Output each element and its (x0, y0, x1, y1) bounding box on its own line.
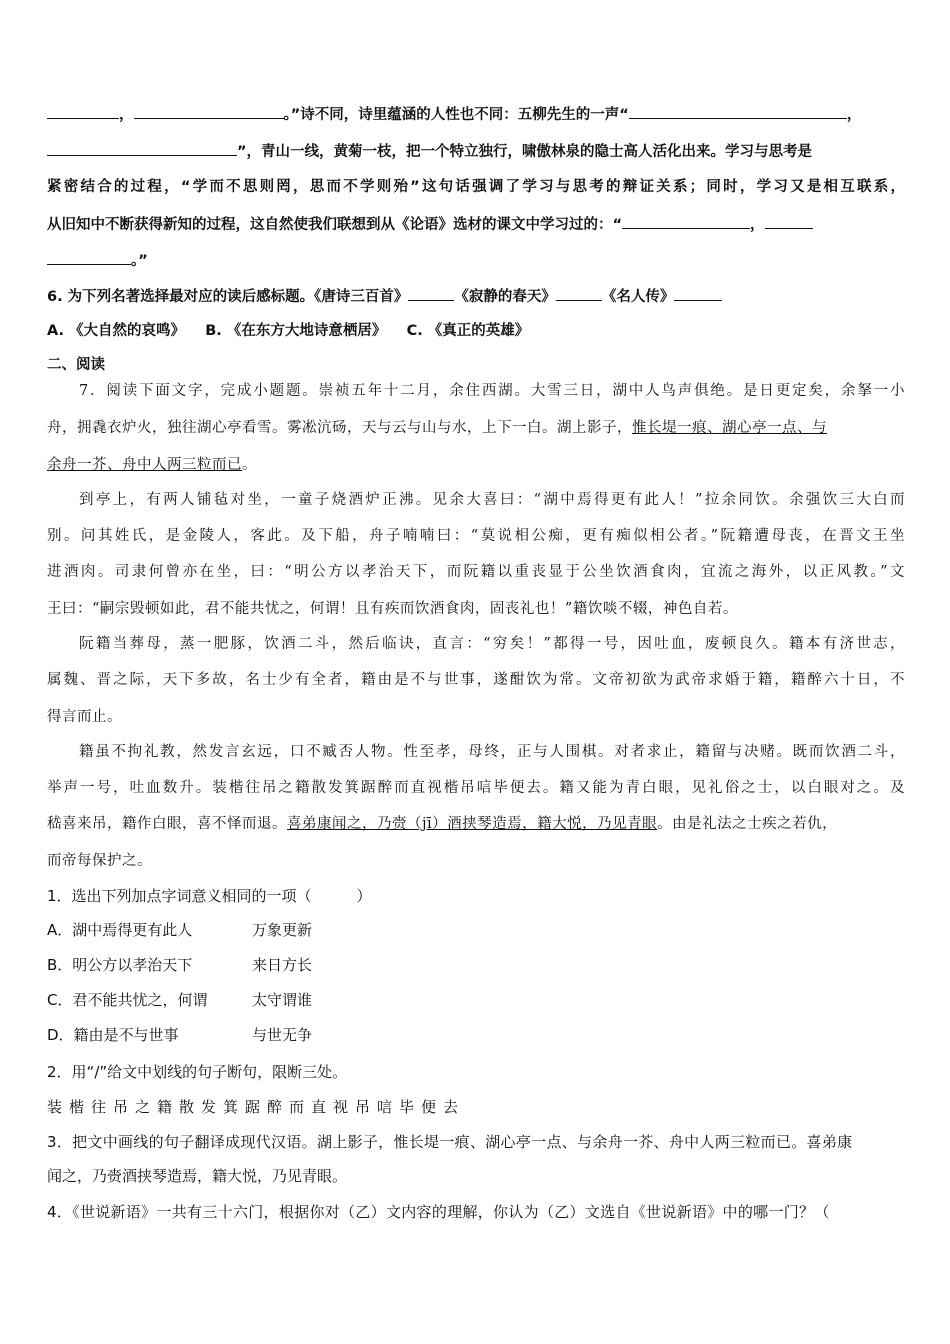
passage-p2-line1: 到亭上，有两人铺毡对坐，一童子烧酒炉正沸。见余大喜曰：“湖中焉得更有此人！”拉余同饮。余强饮三大白而 (79, 492, 905, 508)
passage-p4-line2: 举声一号，吐血数升。装楷往吊之籍散发箕踞醉而直视楷吊唁毕便去。籍又能为青白眼，见礼俗之士，以白眼对之。及 (47, 780, 905, 796)
question-2: 2．用“/”给文中划线的句子断句，限断三处。 (47, 1063, 348, 1081)
answer-blank (47, 250, 131, 265)
answer-blank (674, 286, 722, 301)
passage-p3-line2: 属魏、晋之际，天下多故，名士少有全者，籍由是不与世事，遂酣饮为常。文帝初欲为武帝求婚于籍，籍醉六十日，不 (47, 672, 905, 688)
q2-sentence: 装楷往吊之籍散发箕踞醉而直视吊唁毕便去 (47, 1098, 466, 1116)
passage-p4-line1: 籍虽不拘礼教，然发言玄远，口不臧否人物。性至孝，母终，正与人围棋。对者求止，籍留与决赌。既而饮酒二斗， (79, 744, 905, 760)
fill-line-1: ， 。”诗不同，诗里蕴涵的人性也不同：五柳先生的一声“ ， (47, 104, 905, 125)
fill-line-2: ”，青山一线，黄菊一枝，把一个特立独行，啸傲林泉的隐士高人活化出来。学习与思考是 (47, 141, 905, 162)
question-4: 4．《世说新语》一共有三十六门，根据你对（乙）文内容的理解，你认为（乙）文选自《世说新语》中的哪一门？（ (47, 1203, 830, 1221)
passage-p2-line2: 别。问其姓氏，是金陵人，客此。及下船，舟子喃喃曰：“莫说相公痴，更有痴似相公者。”阮籍遭母丧，在晋文王坐 (47, 528, 905, 544)
q6-stem: 6. 为下列名著选择最对应的读后感标题。《唐诗三百首》 《寂静的春天》 《名人传》 (47, 286, 905, 307)
answer-blank (134, 104, 284, 119)
q1-option-a: A．湖中焉得更有此人 万象更新 (47, 921, 313, 939)
fill-line-5: 。” (47, 250, 905, 271)
question-3: 3．把文中画线的句子翻译成现代汉语。湖上影子，惟长堤一痕、湖心亭一点、与余舟一芥、舟中人两三粒而已。喜弟康 (47, 1133, 853, 1151)
answer-blank (47, 104, 119, 119)
section-heading: 二、阅读 (47, 357, 105, 373)
passage-p4-line3: 嵇喜来吊，籍作白眼，喜不怿而退。喜弟康闻之，乃赍（jī）酒挟琴造焉，籍大悦，乃见青眼。由是礼法之士疾之若仇， (47, 816, 838, 832)
q1-option-c: C．君不能共忧之，何谓 太守谓谁 (47, 991, 313, 1009)
fill-line-3: 紧密结合的过程，“学而不思则罔，思而不学则殆”这句话强调了学习与思考的辩证关系；同时，学习又是相互联系， (47, 179, 905, 195)
fill-line-4: 从旧知中不断获得新知的过程，这自然使我们联想到从《论语》选材的课文中学习过的：“ ， (47, 214, 905, 235)
q6-option-c: C. 《真正的英雄》 (406, 323, 530, 339)
passage-p3-line1: 阮籍当葬母，蒸一肥豚，饮酒二斗，然后临诀，直言：“穷矣！”都得一号，因吐血，废顿良久。籍本有济世志， (79, 636, 905, 652)
underlined-sentence: 喜弟康闻之，乃赍（jī）酒挟琴造焉，籍大悦，乃见青眼 (287, 816, 658, 832)
q1-option-d: D．籍由是不与世事 与世无争 (47, 1026, 313, 1044)
underlined-sentence: 惟长堤一痕、湖心亭一点、与 (632, 420, 827, 436)
question-1: 1．选出下列加点字词意义相同的一项（ ） (47, 887, 372, 905)
q6-options (47, 321, 905, 341)
answer-blank (629, 104, 847, 119)
passage-p1-line3: 余舟一芥、舟中人两三粒而已。 (47, 457, 257, 473)
answer-blank (765, 214, 813, 229)
answer-blank (556, 286, 602, 301)
passage-p2-line4: 王曰：“嗣宗毁顿如此，君不能共忧之，何谓！且有疾而饮酒食肉，固丧礼也！”籍饮啖不辍，神色自若。 (47, 601, 738, 617)
answer-blank (622, 214, 750, 229)
question-3-cont: 闻之，乃赍酒挟琴造焉，籍大悦，乃见青眼。 (47, 1167, 348, 1185)
underlined-sentence: 余舟一芥、舟中人两三粒而已 (47, 457, 242, 473)
answer-blank (408, 286, 454, 301)
passage-p1-line1: 7．阅读下面文字，完成小题题。崇祯五年十二月，余住西湖。大雪三日，湖中人鸟声俱绝。是日更定矣，余拏一小 (79, 383, 905, 399)
q6-option-a: A. 《大自然的哀鸣》 (47, 323, 186, 339)
passage-p4-line4: 而帝每保护之。 (47, 853, 152, 869)
passage-p3-line3: 得言而止。 (47, 709, 122, 725)
q1-option-b: B．明公方以孝治天下 来日方长 (47, 956, 313, 974)
answer-blank (47, 141, 237, 156)
passage-p2-line3: 进酒肉。司隶何曾亦在坐，曰：“明公方以孝治天下，而阮籍以重丧显于公坐饮酒食肉，宜流之海外，以正风教。”文 (47, 564, 905, 580)
q6-option-b: B. 《在东方大地诗意栖居》 (205, 323, 387, 339)
passage-p1-line2: 舟，拥毳衣炉火，独往湖心亭看雪。雾凇沆砀，天与云与山与水，上下一白。湖上影子，惟长堤一痕、湖心亭一点、与 (47, 420, 827, 436)
